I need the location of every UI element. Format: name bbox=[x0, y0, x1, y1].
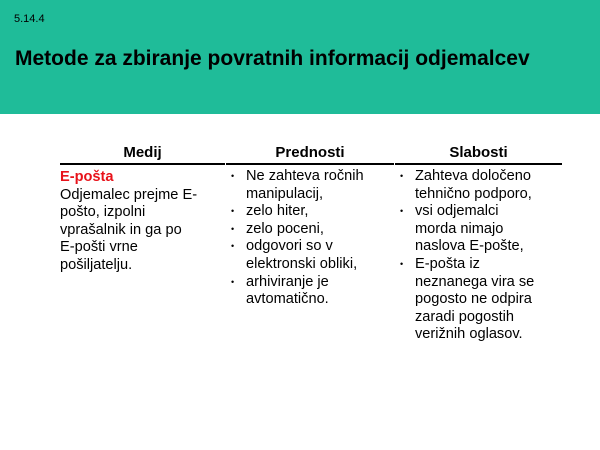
bullet-icon: • bbox=[231, 171, 235, 181]
list-item-text: zelo poceni, bbox=[246, 220, 324, 237]
list-item bbox=[395, 203, 562, 256]
list-item-text: vsi odjemalci morda nimajo naslova E-pošte, bbox=[415, 203, 524, 255]
column-rule-medij bbox=[60, 163, 225, 165]
list-item-text: odgovori so v elektronski obliki, bbox=[246, 238, 358, 272]
list-item-text: E-pošta iz neznanega vira se pogosto ne odpira zaradi pogostih verižnih oglasov. bbox=[415, 255, 535, 343]
list-item bbox=[226, 274, 394, 309]
column-heading-prednosti-label: Prednosti bbox=[275, 144, 345, 161]
medij-name: E-pošta bbox=[60, 169, 114, 185]
column-slabosti bbox=[395, 144, 562, 344]
column-heading-slabosti-label: Slabosti bbox=[449, 144, 508, 161]
medij-description: Odjemalec prejme E- pošto, izpolni vprašalnik in ga po E-pošti vrne pošiljatelju. bbox=[60, 186, 198, 273]
bullet-icon: • bbox=[400, 206, 404, 217]
slabosti-list bbox=[395, 168, 562, 344]
list-item bbox=[395, 168, 562, 203]
bullet-icon: • bbox=[231, 241, 235, 252]
slide-header-band bbox=[0, 0, 600, 114]
bullet-icon: • bbox=[231, 206, 235, 217]
list-item bbox=[226, 238, 394, 273]
list-item bbox=[226, 203, 394, 221]
prednosti-list bbox=[226, 168, 394, 309]
list-item bbox=[226, 168, 394, 203]
slide-number: 5.14.4 bbox=[14, 13, 45, 25]
column-rule-prednosti bbox=[226, 163, 394, 165]
column-heading-medij bbox=[60, 144, 225, 162]
list-item bbox=[226, 221, 394, 239]
list-item-text: arhiviranje je avtomatično. bbox=[246, 273, 329, 308]
bullet-icon: • bbox=[400, 171, 404, 181]
list-item-text: Zahteva določeno tehnično podporo, bbox=[415, 168, 532, 202]
column-heading-prednosti bbox=[226, 144, 394, 162]
slide-title: Metode za zbiranje povratnih informacij odjemalcev bbox=[15, 47, 530, 70]
list-item-text: zelo hiter, bbox=[246, 203, 309, 220]
list-item-text: Ne zahteva ročnih manipulacij, bbox=[246, 168, 364, 202]
column-heading-slabosti bbox=[395, 144, 562, 162]
column-rule-slabosti bbox=[395, 163, 562, 165]
medij-body bbox=[60, 169, 225, 275]
bullet-icon: • bbox=[231, 276, 235, 287]
column-heading-medij-label: Medij bbox=[123, 144, 162, 161]
bullet-icon: • bbox=[231, 223, 235, 234]
bullet-icon: • bbox=[400, 258, 404, 269]
column-medij bbox=[60, 144, 225, 275]
column-prednosti bbox=[226, 144, 394, 309]
list-item bbox=[395, 256, 562, 344]
